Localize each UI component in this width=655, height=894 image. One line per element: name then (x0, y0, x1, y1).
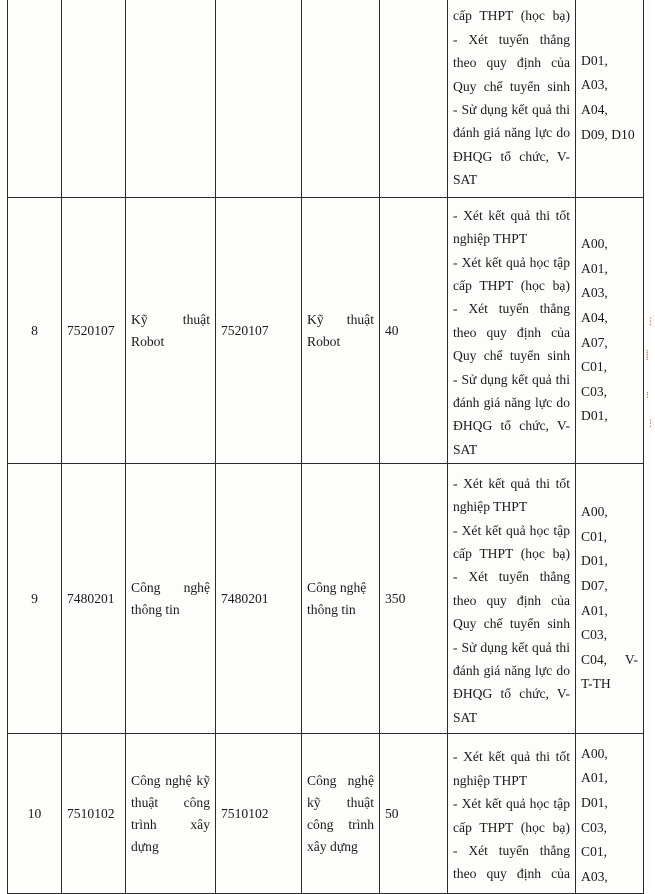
method-line: đánh giá năng lực do (453, 395, 570, 411)
combo-line: C01, (581, 359, 608, 375)
method-line: - Xét tuyển thẳng (453, 31, 570, 47)
combo-line: A03, (581, 77, 608, 93)
method-line: - Xét tuyển thẳng (453, 842, 570, 858)
program-name-line: Kỹ thuật (307, 311, 374, 327)
program-name-line: Công nghệ (307, 579, 367, 595)
method-line: SAT (453, 441, 478, 457)
method-line: ĐHQG tổ chức, V- (453, 686, 570, 702)
method-line: - Xét kết quả học tập (453, 796, 570, 812)
table-row (8, 198, 644, 464)
combo-line: C03, (581, 383, 608, 399)
combo-line: A01, (581, 770, 608, 786)
combo-line: A01, (581, 602, 608, 618)
combo-line: C01, (581, 528, 608, 544)
combo-line: A03, (581, 868, 608, 884)
method-line: - Xét tuyển thẳng (453, 569, 570, 585)
stamp-mark-icon: ⁝ (646, 391, 649, 401)
method-line: nghiệp THPT (453, 231, 528, 247)
major-name-line: thuật công (131, 794, 210, 810)
method-line: cấp THPT (học bạ) (453, 545, 570, 561)
method-line: SAT (453, 709, 478, 725)
method-line: - Xét kết quả học tập (453, 254, 570, 270)
method-line: theo quy định của (453, 592, 570, 608)
major-name-line: Công nghệ kỹ (131, 772, 210, 788)
subject-combos-cell (576, 464, 644, 734)
combo-line: A03, (581, 285, 608, 301)
method-line: - Xét tuyển thẳng (453, 301, 570, 317)
combo-line: D01, (581, 794, 608, 810)
combo-line: C01, (581, 844, 608, 860)
method-line: - Xét kết quả học tập (453, 522, 570, 538)
major-name-line: Kỹ thuật (131, 311, 210, 327)
program-name-line: Robot (307, 333, 341, 349)
combo-line: T-TH (581, 676, 611, 692)
major-name-line: Robot (131, 333, 165, 349)
method-line: theo quy định của (453, 55, 570, 71)
method-line: Quy chế tuyển sinh (453, 78, 570, 94)
program-code-cell: 7520107 (216, 198, 302, 464)
major-name-line: thông tin (131, 601, 180, 617)
major-code-cell: 7510102 (62, 734, 126, 894)
method-line: ĐHQG tổ chức, V- (453, 418, 570, 434)
method-line: nghiệp THPT (453, 499, 528, 515)
program-name-line: thông tin (307, 601, 356, 617)
method-line: theo quy định của (453, 866, 570, 882)
combo-line: D07, (581, 577, 608, 593)
combo-line: A07, (581, 334, 608, 350)
admission-methods-cell (448, 0, 576, 198)
program-name-line: xây dựng (307, 838, 358, 854)
combo-line: A04, (581, 309, 608, 325)
combo-line: C03, (581, 819, 608, 835)
program-name-line: công trình (307, 816, 374, 832)
combo-line: D09, D10 (581, 126, 635, 142)
quota-cell: 40 (380, 198, 448, 464)
method-line: SAT (453, 172, 478, 188)
method-line: cấp THPT (học bạ) (453, 819, 570, 835)
method-line: - Xét kết quả thi tốt (453, 749, 570, 765)
major-name-line: Công nghệ (131, 579, 210, 595)
row-stt-cell: 9 (8, 464, 62, 734)
major-name-cell (126, 734, 216, 894)
major-code-cell (62, 0, 126, 198)
method-line: - Sử dụng kết quả thi (453, 371, 570, 387)
quota-cell (380, 0, 448, 198)
admission-methods-cell (448, 464, 576, 734)
method-line: đánh giá năng lực do (453, 125, 570, 141)
program-name-line: kỹ thuật (307, 794, 374, 810)
major-name-line: trình xây dựng (131, 816, 210, 854)
program-name-line: Công nghệ (307, 772, 374, 788)
major-name-cell (126, 198, 216, 464)
program-code-cell: 7480201 (216, 464, 302, 734)
combo-line: A01, (581, 260, 608, 276)
quota-cell: 350 (380, 464, 448, 734)
method-line: - Sử dụng kết quả thi (453, 102, 570, 117)
combo-line: D01, (581, 553, 608, 569)
admissions-table (7, 0, 644, 894)
table-row (8, 734, 644, 894)
admission-methods-cell (448, 198, 576, 464)
program-name-cell (302, 198, 380, 464)
major-name-cell (126, 464, 216, 734)
method-line: Quy chế tuyển sinh (453, 616, 570, 632)
method-line: - Xét kết quả thi tốt (453, 207, 570, 223)
method-line: Quy chế tuyển sinh (453, 348, 570, 364)
method-line: - Sử dụng kết quả thi (453, 639, 570, 655)
combo-line: A00, (581, 745, 608, 761)
major-code-cell: 7520107 (62, 198, 126, 464)
method-line: đánh giá năng lực do (453, 663, 570, 679)
method-line: - Xét kết quả thi tốt (453, 475, 570, 491)
method-line: cấp THPT (học bạ) (453, 8, 570, 24)
table-row (8, 0, 644, 198)
combo-line: A00, (581, 236, 608, 252)
row-stt-cell (8, 0, 62, 198)
combo-line: A00, (581, 504, 608, 520)
major-name-cell (126, 0, 216, 198)
major-code-cell: 7480201 (62, 464, 126, 734)
quota-cell: 50 (380, 734, 448, 894)
row-stt-cell: 10 (8, 734, 62, 894)
program-code-cell (216, 0, 302, 198)
subject-combos-cell (576, 734, 644, 894)
combo-line: C03, (581, 627, 608, 643)
combo-line: C04, V- (581, 651, 638, 667)
admission-methods-cell (448, 734, 576, 894)
row-stt-cell: 8 (8, 198, 62, 464)
method-line: theo quy định của (453, 324, 570, 340)
combo-line: A04, (581, 102, 608, 117)
subject-combos-cell (576, 0, 644, 198)
method-line: cấp THPT (học bạ) (453, 277, 570, 293)
program-code-cell: 7510102 (216, 734, 302, 894)
stamp-mark-icon: ⋮ (646, 419, 655, 429)
method-line: nghiệp THPT (453, 772, 528, 788)
combo-line: D01, (581, 408, 608, 424)
stamp-mark-icon: ⋮ (646, 317, 655, 327)
combo-line: D01, (581, 52, 608, 68)
program-name-cell (302, 734, 380, 894)
program-name-cell (302, 0, 380, 198)
subject-combos-cell (576, 198, 644, 464)
table-row (8, 464, 644, 734)
program-name-cell (302, 464, 380, 734)
method-line: ĐHQG tổ chức, V- (453, 148, 570, 164)
stamp-mark-icon: ⸽ (646, 351, 649, 361)
